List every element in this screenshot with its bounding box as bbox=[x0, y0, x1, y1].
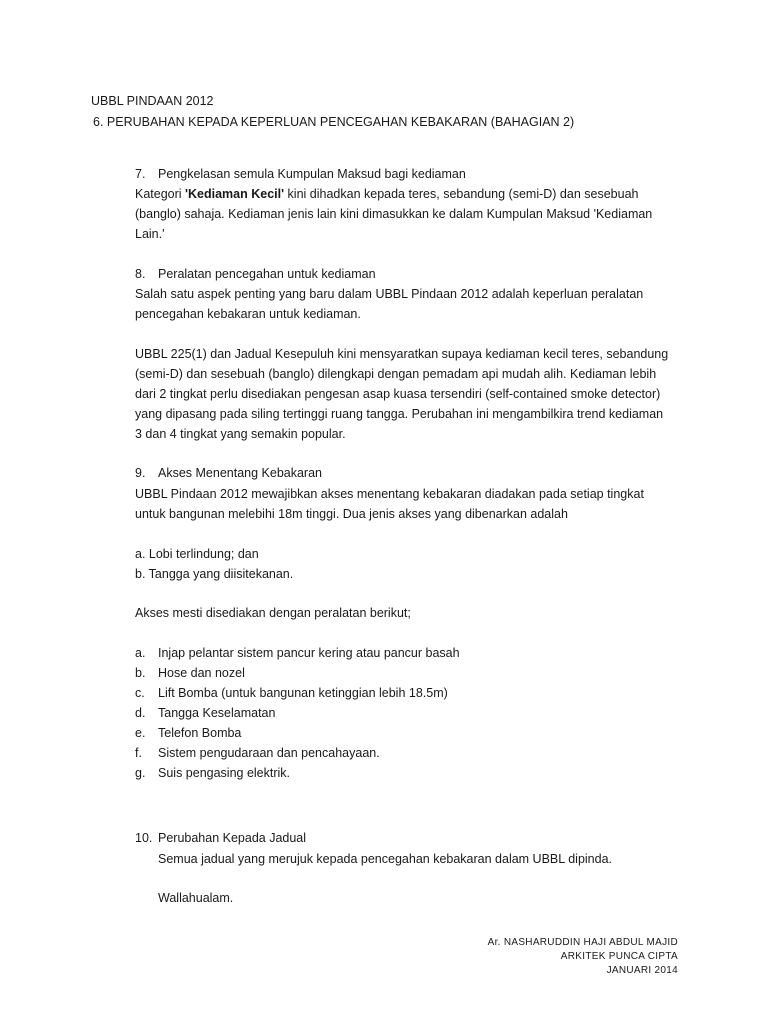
category-name: 'Kediaman Kecil' bbox=[185, 187, 285, 201]
document-subtitle: 6. PERUBAHAN KEPADA KEPERLUAN PENCEGAHAN KEBAKARAN (BAHAGIAN 2) bbox=[93, 115, 575, 129]
paragraph-line: Salah satu aspek penting yang baru dalam UBBL Pindaan 2012 adalah keperluan peralatan bbox=[135, 287, 644, 301]
section-heading: Akses Menentang Kebakaran bbox=[158, 466, 322, 480]
section-number: 7. bbox=[135, 167, 146, 181]
paragraph-line: dari 2 tingkat perlu disediakan pengesan asap kuasa tersendiri (self-contained smoke detector) bbox=[135, 387, 661, 401]
document-title: UBBL PINDAAN 2012 bbox=[91, 94, 214, 108]
document-date: JANUARI 2014 bbox=[606, 965, 678, 976]
paragraph-line: yang dipasang pada siling tertinggi ruang tangga. Perubahan ini mengambilkira trend kediaman bbox=[135, 407, 664, 421]
section-number: 10. bbox=[135, 831, 153, 845]
paragraph-line: (banglo) sahaja. Kediaman jenis lain kini dimasukkan ke dalam Kumpulan Maksud 'Kediaman bbox=[135, 207, 653, 221]
paragraph-line: pencegahan kebakaran untuk kediaman. bbox=[135, 307, 361, 321]
section-number: 9. bbox=[135, 466, 146, 480]
equipment-intro: Akses mesti disediakan dengan peralatan berikut; bbox=[135, 606, 411, 620]
section-heading: Peralatan pencegahan untuk kediaman bbox=[158, 267, 376, 281]
paragraph-line: untuk bangunan melebihi 18m tinggi. Dua jenis akses yang dibenarkan adalah bbox=[135, 507, 568, 521]
access-type-item: b. Tangga yang diisitekanan. bbox=[135, 567, 294, 581]
author-name: Ar. NASHARUDDIN HAJI ABDUL MAJID bbox=[487, 937, 678, 948]
section-number: 8. bbox=[135, 267, 146, 281]
access-type-item: a. Lobi terlindung; dan bbox=[135, 547, 259, 561]
paragraph-line: UBBL Pindaan 2012 mewajibkan akses menentang kebakaran diadakan pada setiap tingkat bbox=[135, 487, 644, 501]
paragraph-line: Semua jadual yang merujuk kepada pencegahan kebakaran dalam UBBL dipinda. bbox=[158, 852, 613, 866]
author-role: ARKITEK PUNCA CIPTA bbox=[560, 951, 678, 962]
section-heading: Pengkelasan semula Kumpulan Maksud bagi kediaman bbox=[158, 167, 466, 181]
paragraph-line: UBBL 225(1) dan Jadual Kesepuluh kini mensyaratkan supaya kediaman kecil teres, sebandung bbox=[135, 347, 669, 361]
paragraph-line: 3 dan 4 tingkat yang semakin popular. bbox=[135, 427, 346, 441]
paragraph-line: (semi-D) dan sesebuah (banglo) dilengkapi dengan pemadam api mudah alih. Kediaman lebih bbox=[135, 367, 657, 381]
closing-line: Wallahualam. bbox=[158, 891, 234, 905]
paragraph-line: Lain.' bbox=[135, 227, 165, 241]
paragraph-line: Kategori 'Kediaman Kecil' kini dihadkan kepada teres, sebandung (semi-D) dan sesebuah bbox=[135, 187, 639, 201]
section-heading: Perubahan Kepada Jadual bbox=[158, 831, 307, 845]
